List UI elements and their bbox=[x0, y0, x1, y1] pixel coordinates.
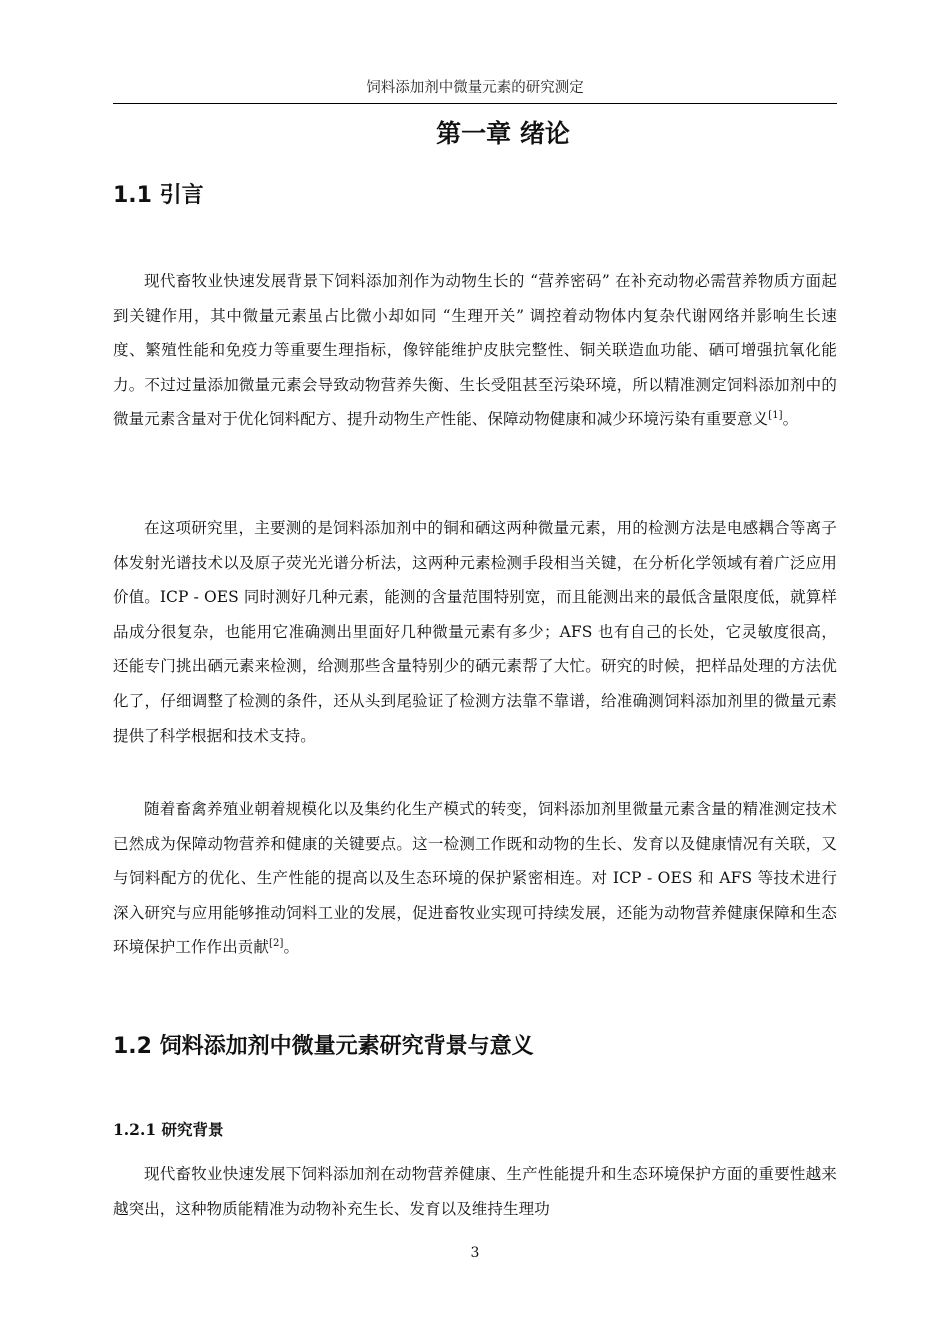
page-number: 3 bbox=[470, 1245, 480, 1261]
citation-ref-1: [1] bbox=[768, 410, 783, 422]
chapter-title: 第一章 绪论 bbox=[436, 119, 570, 148]
paragraph-end: 。 bbox=[782, 410, 799, 429]
paragraph-text: 随着畜禽养殖业朝着规模化以及集约化生产模式的转变，饲料添加剂里微量元素含量的精准测定技术已然成为保障动物营养和健康的关键要点。这一检测工作既和动物的生长、发育以及健康情况有关联，又与饲料配方的优化、生产性能的提高以及生态环境的保护紧密相连。对 ICP - OES 和 AFS 等技术进行深入研究与应用能够推动饲料工业的发展，促进畜牧业实现可持续发展，还能为动物营养健康保障和生态环境保护工作作出贡献 bbox=[113, 800, 837, 957]
intro-paragraph-2: 在这项研究里，主要测的是饲料添加剂中的铜和硒这两种微量元素，用的检测方法是电感耦合等离子体发射光谱技术以及原子荧光光谱分析法，这两种元素检测手段相当关键，在分析化学领域有着广泛应用价值。ICP - OES 同时测好几种元素，能测的含量范围特别宽，而且能测出来的最低含量限度低，就算样品成分很复杂，也能用它准确测出里面好几种微量元素有多少；AFS 也有自己的长处，它灵敏度很高，还能专门挑出硒元素来检测，给测那些含量特别少的硒元素帮了大忙。研究的时候，把样品处理的方法优化了，仔细调整了检测的条件，还从头到尾验证了检测方法靠不靠谱，给准确测饲料添加剂里的微量元素提供了科学根据和技术支持。 bbox=[113, 519, 837, 745]
background-paragraph-1: 现代畜牧业快速发展下饲料添加剂在动物营养健康、生产性能提升和生态环境保护方面的重要性越来越突出，这种物质能精准为动物补充生长、发育以及维持生理功 bbox=[113, 1165, 837, 1218]
citation-ref-2: [2] bbox=[269, 938, 284, 950]
intro-paragraph-3 bbox=[113, 792, 837, 965]
subsection-heading-1-2-1: 1.2.1 研究背景 bbox=[113, 1120, 224, 1139]
intro-paragraph-1 bbox=[113, 264, 837, 437]
header-rule bbox=[113, 103, 837, 104]
running-header: 饲料添加剂中微量元素的研究测定 bbox=[366, 80, 584, 96]
paragraph-text: 现代畜牧业快速发展背景下饲料添加剂作为动物生长的 “营养密码” 在补充动物必需营养物质方面起到关键作用，其中微量元素虽占比微小却如同 “生理开关” 调控着动物体内复杂代谢网络并影响生长速度、繁殖性能和免疫力等重要生理指标，像锌能维护皮肤完整性、铜关联造血功能、硒可增强抗氧化能力。不过过量添加微量元素会导致动物营养失衡、生长受阻甚至污染环境，所以精准测定饲料添加剂中的微量元素含量对于优化饲料配方、提升动物生产性能、保障动物健康和减少环境污染有重要意义 bbox=[113, 272, 837, 429]
paragraph-end: 。 bbox=[283, 938, 300, 957]
section-heading-1-2: 1.2 饲料添加剂中微量元素研究背景与意义 bbox=[113, 1034, 534, 1059]
section-heading-1-1: 1.1 引言 bbox=[113, 183, 204, 208]
